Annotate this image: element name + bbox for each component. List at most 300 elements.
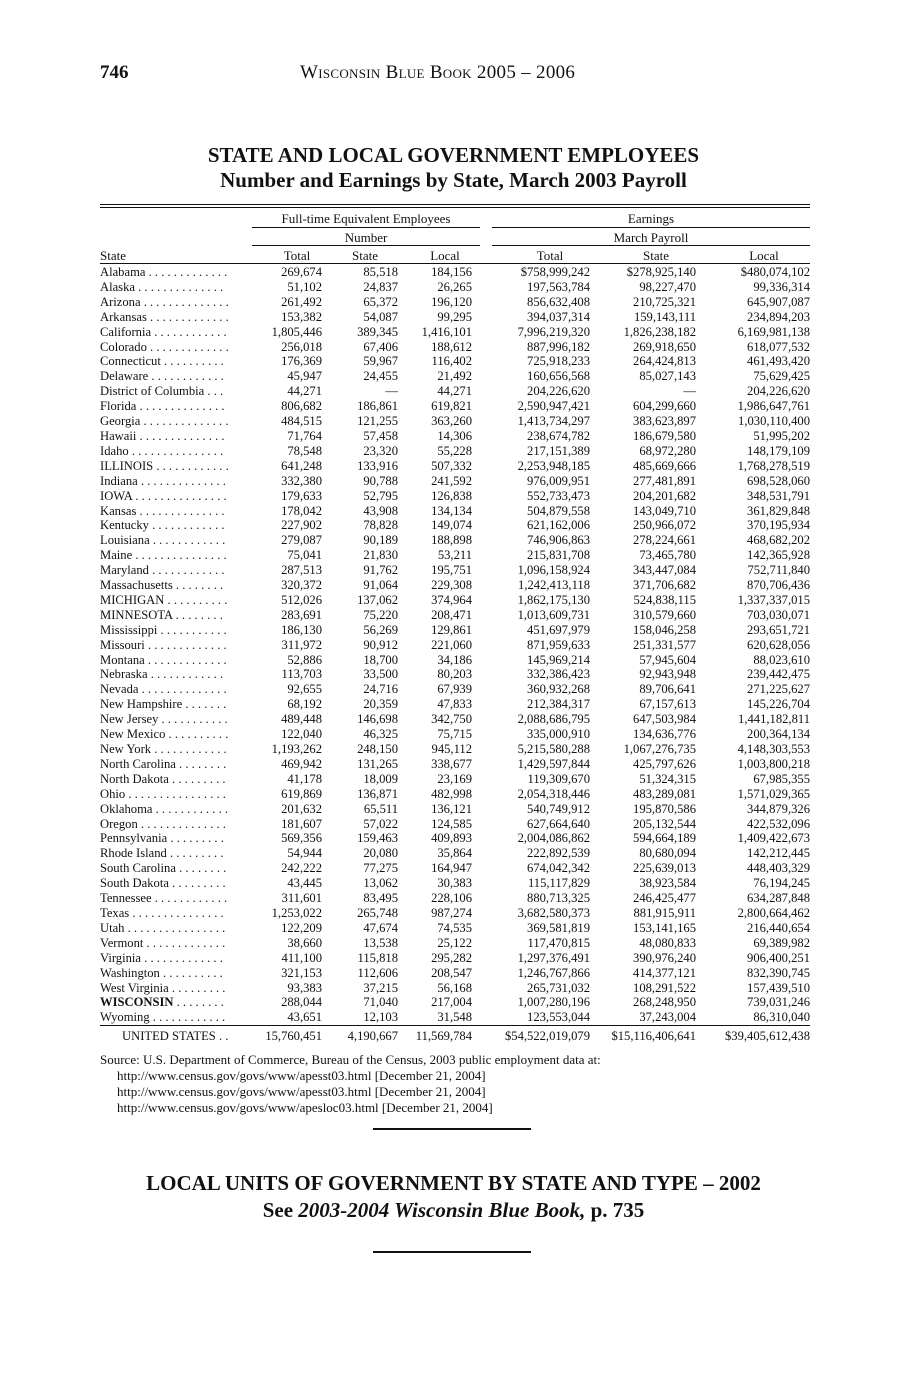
leader-dots: . . . . . . . . . [166, 846, 224, 861]
employees-sub-rule [252, 245, 480, 246]
earn-local-cell: 4,148,303,553 [737, 742, 810, 756]
emp-state-cell: — [385, 384, 398, 399]
emp-state-cell: 20,359 [363, 697, 398, 712]
table-row [100, 995, 810, 1010]
earn-total-cell: 160,656,568 [527, 369, 590, 384]
earn-total-cell: 2,253,948,185 [517, 458, 590, 473]
emp-total-cell: 279,087 [281, 533, 322, 548]
leader-dots: . . . . . . . . . . . . [148, 563, 225, 578]
leader-dots: . . . . . . . . . . . . . . [137, 816, 226, 831]
emp-local-cell: 99,295 [437, 309, 472, 324]
emp-local-cell: 342,750 [431, 712, 472, 727]
earn-total-cell: 504,879,558 [527, 503, 590, 518]
emp-state-cell: 186,861 [357, 399, 398, 414]
source-link: http://www.census.gov/govs/www/apesst03.html [December 21, 2004] [117, 1084, 486, 1099]
earn-state-cell: 80,680,094 [639, 846, 696, 861]
emp-total-cell: 261,492 [281, 294, 322, 309]
state-name-cell [100, 906, 250, 921]
col-header-earn-total: Total [536, 248, 564, 263]
emp-local-cell: 295,282 [431, 950, 472, 965]
earn-state-cell: 57,945,604 [639, 652, 696, 667]
table-row [100, 921, 810, 936]
emp-state-cell: 57,458 [363, 428, 398, 443]
earn-state-cell: 604,299,660 [633, 399, 696, 414]
leader-dots: . . . . . . . . . . . . [151, 324, 227, 339]
emp-local-cell: 35,864 [437, 846, 472, 861]
earn-state-cell: 85,027,143 [639, 369, 696, 384]
state-name: Idaho [100, 443, 129, 458]
earn-local-cell: $39,405,612,438 [724, 1029, 810, 1044]
earn-local-cell: 76,194,245 [753, 876, 810, 891]
state-name: New Jersey [100, 712, 159, 727]
earn-total-cell: 552,733,473 [527, 488, 590, 503]
emp-local-cell: 208,547 [431, 965, 472, 980]
emp-state-cell: 20,080 [363, 846, 398, 861]
emp-total-cell: 288,044 [281, 995, 322, 1010]
earn-local-cell: 239,442,475 [747, 667, 810, 682]
emp-local-cell: 47,833 [437, 697, 472, 712]
earn-state-cell: 390,976,240 [633, 950, 696, 965]
emp-state-cell: 91,064 [363, 578, 398, 593]
state-name-cell [100, 757, 250, 772]
table-subtitle: Number and Earnings by State, March 2003 Payroll [220, 168, 687, 192]
leader-dots: . . . . . . . . . . . . . [144, 652, 227, 667]
emp-state-cell: 83,495 [363, 891, 398, 906]
earn-local-cell: 271,225,627 [747, 682, 810, 697]
earn-total-cell: 123,553,044 [527, 1010, 590, 1025]
emp-state-cell: 54,087 [363, 309, 398, 324]
earn-local-cell: 67,985,355 [753, 771, 810, 786]
emp-total-cell: 44,271 [287, 384, 322, 399]
table-row [100, 757, 810, 772]
emp-total-cell: 201,632 [281, 801, 322, 816]
section-reference [0, 1198, 907, 1223]
state-name-cell [100, 831, 250, 846]
earn-state-cell: 269,918,650 [633, 339, 696, 354]
state-name-cell [100, 518, 250, 533]
emp-state-cell: 389,345 [357, 324, 398, 339]
emp-state-cell: 4,190,667 [347, 1029, 398, 1044]
table-row [100, 489, 810, 504]
emp-state-cell: 248,150 [357, 742, 398, 756]
state-name-cell [100, 310, 250, 325]
leader-dots: . . . . . . . . . . [165, 727, 229, 742]
table-row [100, 861, 810, 876]
emp-local-cell: 987,274 [431, 905, 472, 920]
earn-total-cell: 725,918,233 [527, 354, 590, 369]
leader-dots: . . . . . . . . . . . . [148, 518, 225, 533]
emp-state-cell: 112,606 [357, 965, 398, 980]
emp-total-cell: 806,682 [281, 399, 322, 414]
earn-state-cell: 51,324,315 [639, 771, 696, 786]
earn-state-cell: 195,870,586 [633, 801, 696, 816]
earn-local-cell: 461,493,420 [747, 354, 810, 369]
table-row [100, 638, 810, 653]
state-name: North Carolina [100, 756, 176, 771]
earnings-sub-header: March Payroll [613, 230, 689, 245]
emp-total-cell: 332,380 [281, 473, 322, 488]
emp-local-cell: 74,535 [437, 920, 472, 935]
emp-state-cell: 115,818 [357, 950, 398, 965]
earn-state-cell: 268,248,950 [633, 995, 696, 1010]
emp-state-cell: 71,040 [363, 995, 398, 1010]
leader-dots: . . . . . . . . . . . . . . [134, 279, 224, 294]
emp-state-cell: 57,022 [363, 816, 398, 831]
emp-local-cell: 409,893 [431, 831, 472, 846]
leader-dots: . . . . . . . . . . . . . [143, 935, 226, 950]
emp-state-cell: 77,275 [363, 861, 398, 876]
emp-local-cell: 134,134 [431, 503, 472, 518]
earn-local-cell: 142,365,928 [747, 548, 810, 563]
earn-state-cell: 205,132,544 [633, 816, 696, 831]
state-name: District of Columbia [100, 384, 205, 399]
earn-total-cell: 856,632,408 [527, 294, 590, 309]
emp-state-cell: 33,500 [363, 667, 398, 682]
state-name-cell [100, 474, 250, 489]
state-name-cell [100, 727, 250, 742]
leader-dots: . . . . . . . . . . . . . . . [132, 548, 227, 563]
earn-state-cell: 37,243,004 [639, 1010, 696, 1025]
state-name-cell [100, 489, 250, 504]
emp-total-cell: 186,130 [281, 622, 322, 637]
earn-total-cell: 540,749,912 [527, 801, 590, 816]
state-name: Arkansas [100, 309, 147, 324]
earn-local-cell: 1,571,029,365 [737, 786, 810, 801]
emp-total-cell: 51,102 [287, 279, 322, 294]
state-name: Georgia [100, 414, 141, 429]
table-row [100, 906, 810, 921]
emp-state-cell: 47,674 [363, 920, 398, 935]
leader-dots: . . . . . . . . . . . . . [145, 265, 228, 279]
header-bottom-rule [100, 263, 810, 264]
earn-total-cell: 238,674,782 [527, 428, 590, 443]
state-name-cell [100, 325, 250, 340]
earn-total-cell: 212,384,317 [527, 697, 590, 712]
leader-dots: . . . . . . . . . . [159, 965, 223, 980]
earn-local-cell: 634,287,848 [747, 891, 810, 906]
emp-state-cell: 67,406 [363, 339, 398, 354]
emp-state-cell: 18,700 [363, 652, 398, 667]
emp-total-cell: 113,703 [281, 667, 322, 682]
earn-state-cell: 98,227,470 [639, 279, 696, 294]
table-row [100, 369, 810, 384]
earn-state-cell: 383,623,897 [633, 414, 696, 429]
earn-total-cell: 215,831,708 [527, 548, 590, 563]
col-header-emp-total: Total [283, 248, 311, 263]
state-name: MINNESOTA [100, 607, 173, 622]
emp-local-cell: 23,169 [437, 771, 472, 786]
table-row [100, 727, 810, 742]
leader-dots: . . . . . . . . . . . . . [144, 637, 227, 652]
emp-total-cell: 1,805,446 [271, 324, 322, 339]
emp-local-cell: 67,939 [437, 682, 472, 697]
page-header [100, 62, 810, 86]
emp-local-cell: 184,156 [431, 265, 472, 279]
leader-dots: . . . . . . . . . . [164, 592, 228, 607]
emp-total-cell: 181,607 [281, 816, 322, 831]
earn-local-cell: 906,400,251 [747, 950, 810, 965]
emp-total-cell: 71,764 [287, 428, 322, 443]
earn-total-cell: 265,731,032 [527, 980, 590, 995]
state-name-cell [100, 638, 250, 653]
state-name-cell [100, 682, 250, 697]
leader-dots: . . . . . . . . . [168, 771, 226, 786]
table-row [100, 504, 810, 519]
earn-total-cell: 1,246,767,866 [517, 965, 590, 980]
earn-local-cell: 739,031,246 [747, 995, 810, 1010]
earn-local-cell: 51,995,202 [753, 428, 810, 443]
leader-dots: . . . . . . . . . . . [157, 622, 227, 637]
state-name-cell [100, 802, 250, 817]
earn-total-cell: 2,004,086,862 [517, 831, 590, 846]
earn-state-cell: 225,639,013 [633, 861, 696, 876]
leader-dots: . . . . . . . . [173, 995, 224, 1010]
earn-total-cell: $758,999,242 [520, 265, 590, 279]
emp-total-cell: 489,448 [281, 712, 322, 727]
emp-state-cell: 21,830 [363, 548, 398, 563]
employees-table [100, 265, 810, 1044]
earn-state-cell: 108,291,522 [633, 980, 696, 995]
earn-state-cell: 310,579,660 [633, 607, 696, 622]
state-name-cell [100, 742, 250, 757]
emp-local-cell: 80,203 [437, 667, 472, 682]
table-title: STATE AND LOCAL GOVERNMENT EMPLOYEES [207, 143, 700, 167]
emp-local-cell: 21,492 [437, 369, 472, 384]
page-number: 746 [100, 62, 129, 83]
emp-local-cell: 11,569,784 [415, 1029, 472, 1044]
earn-state-cell: 881,915,911 [633, 905, 696, 920]
emp-total-cell: 320,372 [281, 578, 322, 593]
col-header-emp-local: Local [430, 248, 460, 263]
state-name: Vermont [100, 935, 144, 950]
earn-local-cell: 293,651,721 [747, 622, 810, 637]
state-name: New Mexico [100, 727, 166, 742]
earn-total-cell: 332,386,423 [527, 667, 590, 682]
emp-total-cell: 52,886 [287, 652, 322, 667]
total-row [100, 1027, 810, 1044]
state-name: Kentucky [100, 518, 149, 533]
emp-local-cell: 374,964 [431, 592, 472, 607]
earn-local-cell: 1,441,182,811 [738, 712, 810, 727]
emp-state-cell: 12,103 [363, 1010, 398, 1025]
state-name: Colorado [100, 339, 147, 354]
emp-state-cell: 24,716 [363, 682, 398, 697]
emp-total-cell: 178,042 [281, 503, 322, 518]
state-name-cell [100, 787, 250, 802]
employees-group-header: Full-time Equivalent Employees [281, 211, 451, 226]
earn-state-cell: 594,664,189 [633, 831, 696, 846]
state-name: New York [100, 742, 152, 756]
emp-local-cell: 53,211 [437, 548, 472, 563]
state-name-cell [100, 414, 250, 429]
table-row [100, 846, 810, 861]
earn-state-cell: 143,049,710 [633, 503, 696, 518]
state-name-cell [100, 1027, 250, 1044]
emp-local-cell: 116,402 [431, 354, 472, 369]
earn-total-cell: 451,697,979 [527, 622, 590, 637]
earn-local-cell: 69,389,982 [753, 935, 810, 950]
emp-state-cell: 146,698 [357, 712, 398, 727]
employees-sub-header: Number [344, 230, 388, 245]
earn-local-cell: 157,439,510 [747, 980, 810, 995]
reference-page: p. 735 [585, 1198, 645, 1222]
earn-local-cell: 6,169,981,138 [737, 324, 810, 339]
emp-local-cell: 338,677 [431, 756, 472, 771]
state-name-cell [100, 429, 250, 444]
leader-dots: . . . . . . . . . . . . . . . [129, 905, 224, 920]
state-name-cell [100, 384, 250, 399]
emp-total-cell: 38,660 [287, 935, 322, 950]
earn-local-cell: 618,077,532 [747, 339, 810, 354]
leader-dots: . . . . . . . . . . . . . . [138, 682, 227, 697]
state-name: Rhode Island [100, 846, 167, 861]
state-name-cell [100, 697, 250, 712]
col-header-earn-state: State [643, 248, 669, 263]
state-name: Nebraska [100, 667, 148, 682]
earn-total-cell: 115,117,829 [527, 876, 590, 891]
section-title: LOCAL UNITS OF GOVERNMENT BY STATE AND TYPE – 2002 [146, 1171, 761, 1195]
emp-total-cell: 411,100 [281, 950, 322, 965]
earn-total-cell: 976,009,951 [527, 473, 590, 488]
earnings-group-rule [492, 227, 810, 228]
leader-dots: . . . . . . . . . . . . . . [137, 473, 226, 488]
state-name-cell [100, 295, 250, 310]
earn-total-cell: 746,906,863 [527, 533, 590, 548]
state-name-cell [100, 653, 250, 668]
table-row [100, 295, 810, 310]
table-row [100, 340, 810, 355]
emp-total-cell: 311,601 [281, 891, 322, 906]
earn-local-cell: 870,706,436 [747, 578, 810, 593]
earn-state-cell: 210,725,321 [633, 294, 696, 309]
earn-total-cell: 335,000,910 [527, 727, 590, 742]
emp-state-cell: 136,871 [357, 786, 398, 801]
earn-local-cell: 752,711,840 [747, 563, 810, 578]
earn-total-cell: 1,297,376,491 [517, 950, 590, 965]
earn-total-cell: 880,713,325 [527, 891, 590, 906]
earn-total-cell: 1,007,280,196 [517, 995, 590, 1010]
emp-local-cell: 228,106 [431, 891, 472, 906]
emp-total-cell: 484,515 [281, 414, 322, 429]
table-row [100, 474, 810, 489]
earn-state-cell: 250,966,072 [633, 518, 696, 533]
emp-state-cell: 131,265 [357, 756, 398, 771]
emp-total-cell: 54,944 [287, 846, 322, 861]
earn-total-cell: 1,429,597,844 [517, 756, 590, 771]
emp-total-cell: 122,209 [281, 920, 322, 935]
state-name: Oklahoma [100, 801, 153, 816]
emp-local-cell: 507,332 [431, 458, 472, 473]
earn-local-cell: $480,074,102 [740, 265, 810, 279]
earn-state-cell: 371,706,682 [633, 578, 696, 593]
state-name: IOWA [100, 488, 133, 503]
emp-state-cell: 18,009 [363, 771, 398, 786]
leader-dots: . . [215, 1029, 229, 1044]
table-row [100, 742, 810, 757]
earn-total-cell: 621,162,006 [527, 518, 590, 533]
leader-dots: . . . . . . . . . . . . [148, 369, 224, 384]
earn-state-cell: 158,046,258 [633, 622, 696, 637]
state-name-cell [100, 280, 250, 295]
state-name: Arizona [100, 294, 141, 309]
earn-local-cell: 448,403,329 [747, 861, 810, 876]
leader-dots: . . . . . . . . . . . . . . . [132, 488, 227, 503]
emp-state-cell: 65,372 [363, 294, 398, 309]
earn-state-cell: 251,331,577 [633, 637, 696, 652]
earn-state-cell: 1,826,238,182 [623, 324, 696, 339]
state-name-cell [100, 846, 250, 861]
emp-local-cell: 164,947 [431, 861, 472, 876]
col-header-emp-state: State [352, 248, 378, 263]
emp-state-cell: 13,538 [363, 935, 398, 950]
emp-total-cell: 43,651 [287, 1010, 322, 1025]
emp-total-cell: 92,655 [287, 682, 322, 697]
earn-total-cell: 1,013,609,731 [517, 607, 590, 622]
earn-state-cell: 134,636,776 [633, 727, 696, 742]
earn-total-cell: 1,862,175,130 [517, 592, 590, 607]
emp-local-cell: 619,821 [431, 399, 472, 414]
emp-state-cell: 85,518 [363, 265, 398, 279]
section-divider-bottom [373, 1251, 531, 1253]
leader-dots: . . . . . . . . . . . . [149, 533, 226, 548]
table-row [100, 966, 810, 981]
state-name-cell [100, 995, 250, 1010]
earn-state-cell: 92,943,948 [639, 667, 696, 682]
table-row [100, 354, 810, 369]
state-name: MICHIGAN [100, 592, 165, 607]
emp-local-cell: 55,228 [437, 443, 472, 458]
earn-total-cell: 145,969,214 [527, 652, 590, 667]
state-name: West Virginia [100, 980, 169, 995]
table-row [100, 548, 810, 563]
earn-state-cell: 73,465,780 [639, 548, 696, 563]
header-top-rule-2 [100, 207, 810, 208]
leader-dots: . . . . . . . . . . . . . [141, 950, 223, 965]
state-name: Maryland [100, 563, 149, 578]
emp-state-cell: 265,748 [357, 905, 398, 920]
emp-state-cell: 159,463 [357, 831, 398, 846]
earn-local-cell: 234,894,203 [747, 309, 810, 324]
table-row [100, 697, 810, 712]
emp-local-cell: 31,548 [437, 1010, 472, 1025]
earn-local-cell: 1,030,110,400 [738, 414, 810, 429]
state-name: Kansas [100, 503, 137, 518]
state-name: Alabama [100, 265, 146, 279]
leader-dots: . . . . . . . . . . . . . . . . [125, 786, 226, 801]
state-name-cell [100, 533, 250, 548]
state-name: Massachusetts [100, 578, 173, 593]
state-name-cell [100, 608, 250, 623]
earn-total-cell: 360,932,268 [527, 682, 590, 697]
state-name-cell [100, 623, 250, 638]
emp-local-cell: 136,121 [431, 801, 472, 816]
emp-state-cell: 24,455 [363, 369, 398, 384]
emp-total-cell: 269,674 [281, 265, 322, 279]
table-row [100, 772, 810, 787]
state-name: UNITED STATES [122, 1029, 216, 1044]
emp-state-cell: 90,189 [363, 533, 398, 548]
emp-state-cell: 37,215 [363, 980, 398, 995]
earn-total-cell: 5,215,580,288 [517, 742, 590, 756]
emp-local-cell: 34,186 [437, 652, 472, 667]
earn-state-cell: 1,067,276,735 [623, 742, 696, 756]
emp-state-cell: 90,788 [363, 473, 398, 488]
state-name-cell [100, 921, 250, 936]
employees-group-rule [252, 227, 480, 228]
earn-state-cell: 159,143,111 [633, 309, 696, 324]
earn-state-cell: 246,425,477 [633, 891, 696, 906]
leader-dots: . . . . . . . . . . . . [153, 458, 229, 473]
